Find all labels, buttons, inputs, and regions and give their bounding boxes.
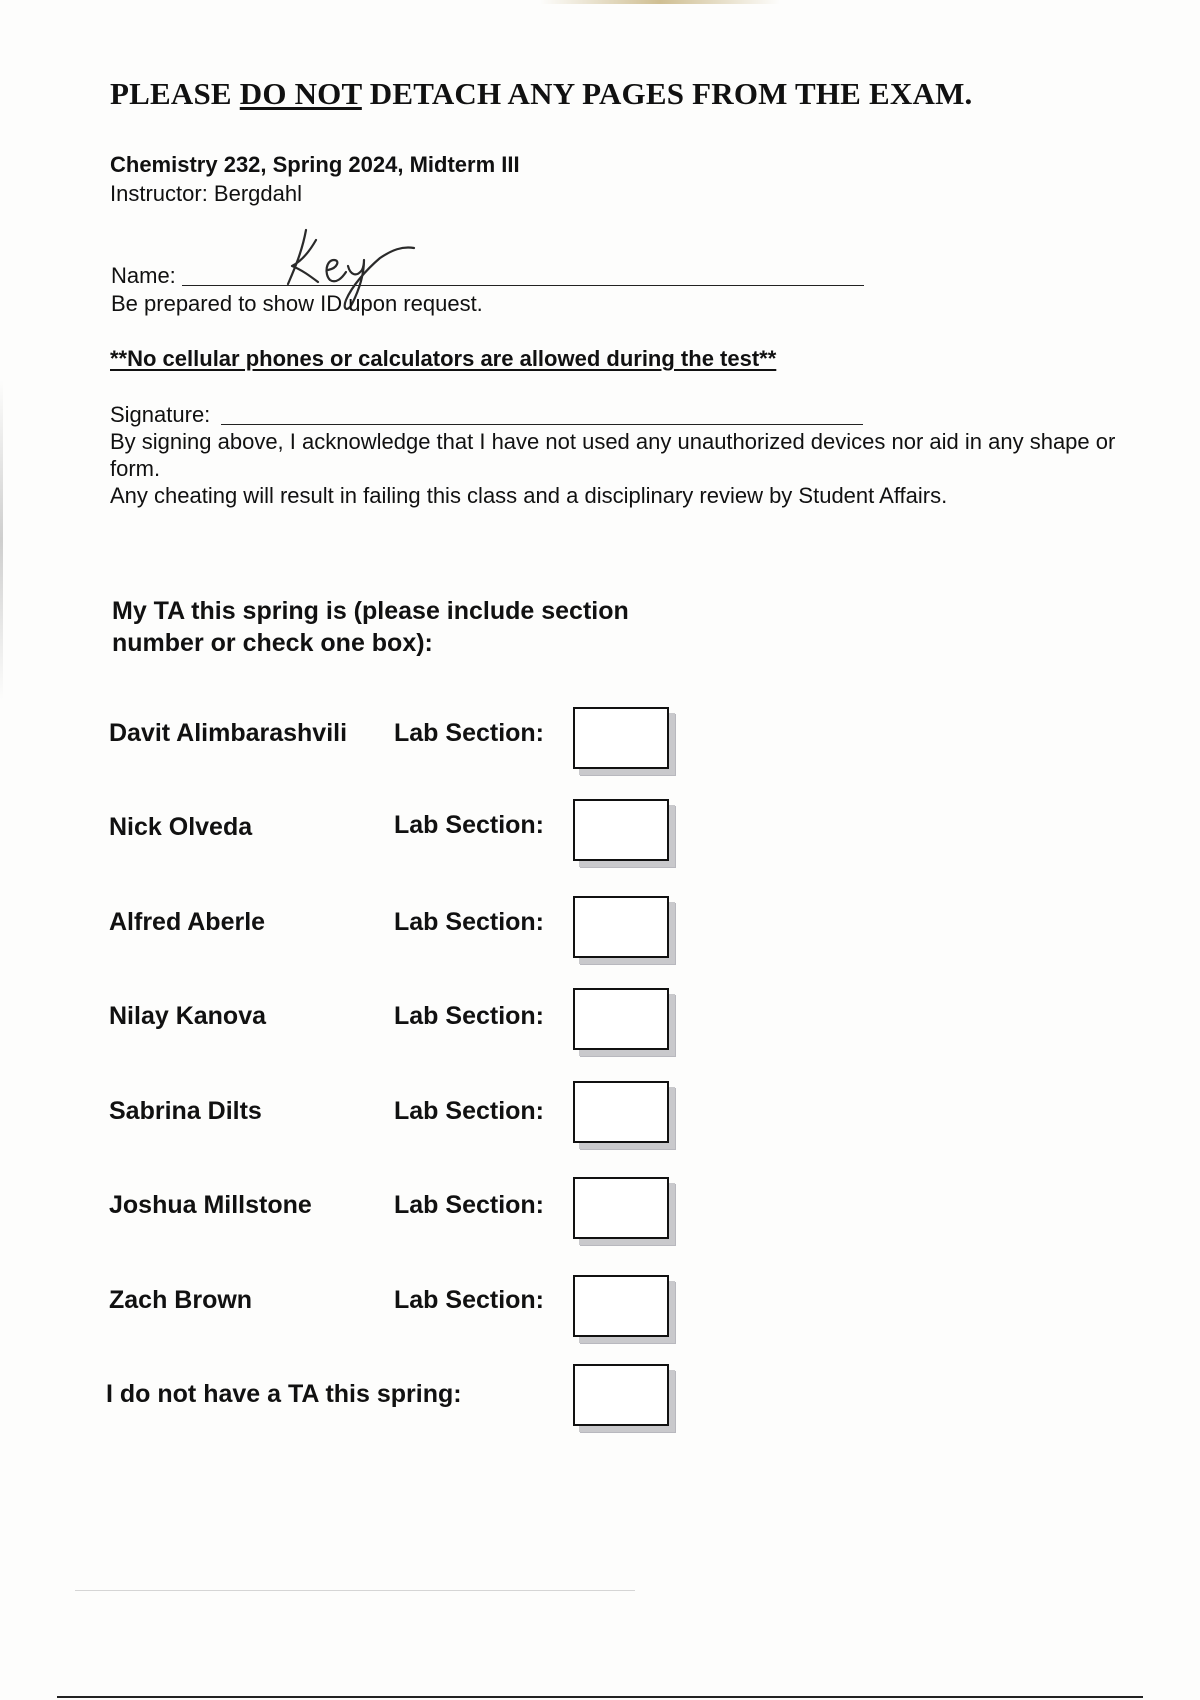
no-ta-checkbox[interactable] — [573, 1364, 669, 1426]
lab-section-box[interactable] — [573, 988, 669, 1050]
ta-heading-line-1: My TA this spring is (please include section — [112, 597, 629, 625]
warning-after: DETACH ANY PAGES FROM THE EXAM. — [369, 76, 973, 111]
ta-row — [0, 719, 1200, 789]
ta-row — [0, 908, 1200, 978]
acknowledgement-text: By signing above, I acknowledge that I have not used any unauthorized devices nor aid in any shape or form. — [110, 429, 1116, 481]
ta-row — [0, 813, 1200, 883]
lab-section-box[interactable] — [573, 1081, 669, 1143]
lab-section-label: Lab Section: — [394, 1097, 545, 1125]
lab-section-label: Lab Section: — [394, 811, 545, 839]
lab-section-label: Lab Section: — [394, 719, 545, 747]
lab-section-label: Lab Section: — [394, 1191, 545, 1219]
ta-name: Sabrina Dilts — [109, 1097, 262, 1125]
lab-section-box[interactable] — [573, 707, 669, 769]
id-note: Be prepared to show ID upon request. — [111, 291, 483, 316]
no-ta-label: I do not have a TA this spring: — [106, 1380, 462, 1408]
lab-section-box[interactable] — [573, 799, 669, 861]
lab-section-box[interactable] — [573, 1177, 669, 1239]
ta-name: Alfred Aberle — [109, 908, 266, 936]
cheating-notice: Any cheating will result in failing this class and a disciplinary review by Student Affairs. — [110, 483, 948, 508]
ta-name: Davit Alimbarashvili — [109, 719, 348, 747]
ta-row — [0, 1002, 1200, 1072]
lab-section-label: Lab Section: — [394, 908, 545, 936]
warning-before: PLEASE — [110, 76, 232, 111]
lab-section-label: Lab Section: — [394, 1002, 545, 1030]
bottom-rule — [57, 1696, 1143, 1698]
ta-name: Joshua Millstone — [109, 1191, 312, 1219]
lab-section-box[interactable] — [573, 1275, 669, 1337]
lab-section-box[interactable] — [573, 896, 669, 958]
warning-emphasis: DO NOT — [239, 76, 362, 111]
paper-edge-mark — [540, 0, 780, 4]
ta-row — [0, 1286, 1200, 1356]
course-title: Chemistry 232, Spring 2024, Midterm III — [110, 152, 520, 177]
instructor-line: Instructor: Bergdahl — [110, 181, 302, 206]
ta-name: Zach Brown — [109, 1286, 253, 1314]
signature-input-line[interactable] — [221, 424, 863, 425]
no-devices-rule: **No cellular phones or calculators are allowed during the test** — [110, 346, 777, 371]
lab-section-label: Lab Section: — [394, 1286, 545, 1314]
ta-row — [0, 1097, 1200, 1167]
scan-edge-shadow — [0, 380, 3, 700]
ta-name: Nilay Kanova — [109, 1002, 267, 1030]
ta-heading-line-2: number or check one box): — [112, 629, 433, 657]
ta-heading — [112, 595, 629, 659]
ta-row — [0, 1191, 1200, 1261]
faint-divider — [75, 1590, 635, 1591]
ta-name: Nick Olveda — [109, 813, 253, 841]
detach-warning — [110, 76, 972, 112]
signature-label: Signature: — [110, 402, 211, 427]
name-label: Name: — [111, 263, 176, 288]
